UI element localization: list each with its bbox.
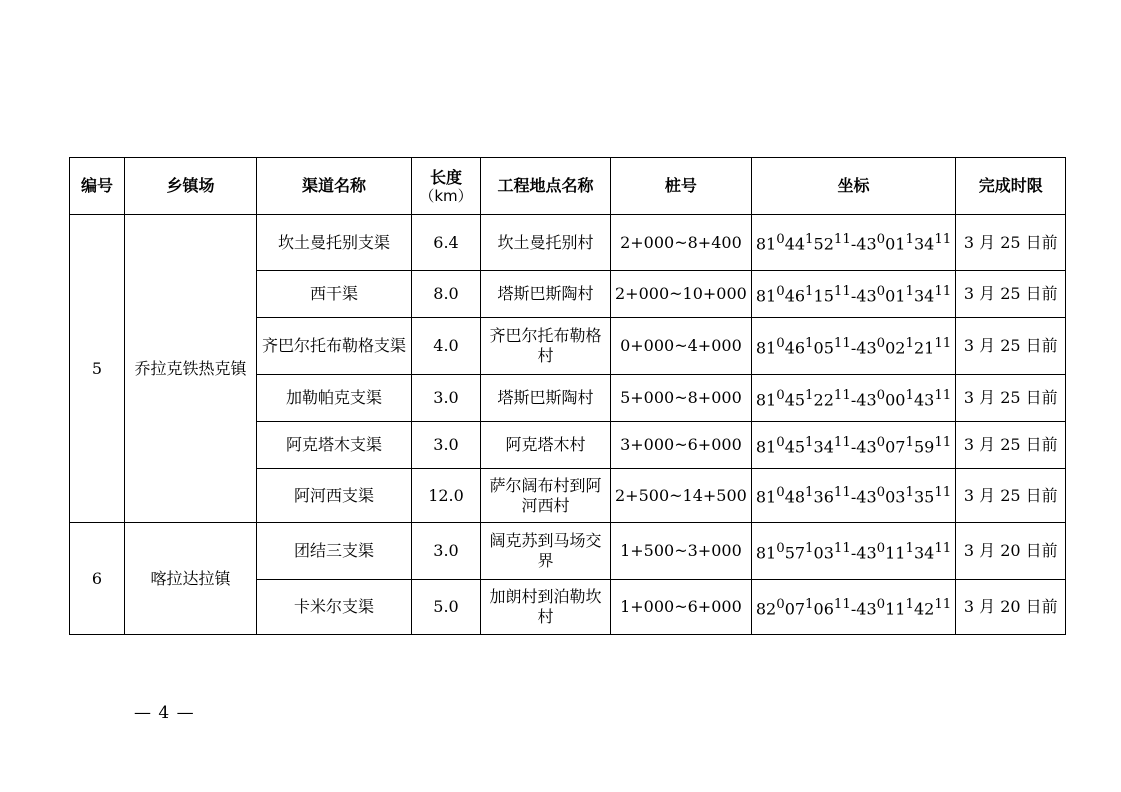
canal-length: 12.0: [412, 469, 481, 523]
coordinate-mark: 0: [776, 232, 785, 248]
coordinate-value: 43: [913, 390, 935, 410]
header-township: 乡镇场: [125, 158, 257, 215]
coordinate-mark: 11: [833, 387, 851, 403]
coordinate-value: 43: [856, 543, 877, 563]
coordinate-mark: 0: [776, 485, 785, 501]
canal-length: 4.0: [412, 318, 481, 375]
coordinate-mark: 0: [776, 596, 785, 612]
coordinate-value: 03: [813, 543, 834, 563]
coordinate-value: 11: [885, 543, 906, 563]
coordinate-mark: 11: [833, 485, 851, 501]
page-number: — 4 —: [134, 703, 195, 723]
stake-range: 0+000~4+000: [611, 318, 752, 375]
coordinate-value: 05: [813, 338, 834, 358]
township-name: 喀拉达拉镇: [125, 523, 257, 635]
coordinate-separator: -: [850, 390, 857, 410]
coordinate-value: 43: [856, 390, 877, 410]
coordinate-mark: 0: [776, 335, 785, 351]
coordinates: [751, 469, 955, 523]
coordinate-value: 81: [755, 543, 777, 563]
coordinate-mark: 1: [905, 485, 914, 501]
coordinate-mark: 1: [805, 283, 814, 299]
coordinate-value: 36: [813, 487, 834, 507]
coordinate-value: 34: [913, 234, 935, 254]
canal-name: 阿河西支渠: [257, 469, 412, 523]
deadline: 3 月 25 日前: [956, 215, 1066, 271]
site-name: 阔克苏到马场交界: [481, 523, 611, 580]
deadline: 3 月 25 日前: [956, 318, 1066, 375]
coordinate-mark: 0: [876, 232, 886, 248]
deadline: 3 月 25 日前: [956, 469, 1066, 523]
coordinate-value: 43: [856, 338, 877, 358]
canal-length: 3.0: [412, 523, 481, 580]
stake-range: 2+000~8+400: [611, 215, 752, 271]
header-coordinates: 坐标: [751, 158, 955, 215]
coordinate-value: 82: [755, 599, 777, 619]
coordinate-separator: -: [850, 599, 857, 619]
canal-name: 阿克塔木支渠: [257, 422, 412, 469]
coordinate-mark: 11: [833, 596, 851, 612]
coordinate-value: 48: [784, 487, 806, 507]
coordinate-value: 34: [913, 543, 935, 563]
coordinate-mark: 1: [805, 335, 814, 351]
coordinate-mark: 11: [833, 335, 851, 351]
coordinate-mark: 1: [905, 596, 914, 612]
coordinate-value: 46: [784, 338, 806, 358]
coordinate-value: 07: [885, 437, 906, 457]
deadline: 3 月 25 日前: [956, 422, 1066, 469]
coordinate-value: 15: [813, 286, 834, 306]
coordinate-mark: 11: [934, 485, 952, 501]
coordinates: [751, 271, 955, 318]
group-number: 6: [70, 523, 125, 635]
canal-name: 卡米尔支渠: [257, 580, 412, 635]
canal-length: 3.0: [412, 422, 481, 469]
coordinate-value: 46: [784, 286, 806, 306]
coordinate-separator: -: [850, 234, 857, 254]
canal-length: 6.4: [412, 215, 481, 271]
coordinate-value: 21: [913, 338, 935, 358]
coordinate-value: 01: [885, 234, 906, 254]
coordinate-value: 43: [856, 599, 877, 619]
canal-length: 8.0: [412, 271, 481, 318]
coordinate-mark: 11: [934, 387, 952, 403]
coordinate-mark: 1: [905, 434, 914, 450]
coordinate-value: 43: [856, 437, 877, 457]
coordinate-value: 43: [856, 286, 877, 306]
coordinate-value: 81: [755, 234, 777, 254]
coordinates: [751, 318, 955, 375]
coordinate-mark: 1: [805, 596, 814, 612]
coordinate-value: 81: [755, 390, 777, 410]
site-name: 齐巴尔托布勒格村: [481, 318, 611, 375]
coordinate-value: 00: [885, 390, 906, 410]
coordinate-value: 81: [755, 487, 777, 507]
coordinate-mark: 11: [833, 283, 851, 299]
coordinate-mark: 11: [833, 434, 851, 450]
coordinate-mark: 11: [833, 232, 851, 248]
header-deadline: 完成时限: [956, 158, 1066, 215]
coordinate-mark: 1: [805, 387, 814, 403]
stake-range: 1+500~3+000: [611, 523, 752, 580]
coordinate-mark: 11: [934, 540, 952, 556]
coordinate-value: 34: [813, 437, 834, 457]
coordinate-mark: 11: [934, 232, 952, 248]
deadline: 3 月 25 日前: [956, 375, 1066, 422]
coordinate-mark: 1: [905, 540, 914, 556]
canal-table: [69, 157, 1066, 635]
header-length: [412, 158, 481, 215]
coordinate-mark: 11: [934, 596, 952, 612]
coordinate-value: 44: [784, 234, 806, 254]
stake-range: 3+000~6+000: [611, 422, 752, 469]
coordinate-value: 01: [885, 286, 906, 306]
coordinate-separator: -: [850, 437, 857, 457]
coordinate-value: 02: [885, 338, 906, 358]
table-row: [70, 523, 1066, 580]
table-row: [70, 215, 1066, 271]
coordinate-mark: 1: [905, 387, 914, 403]
coordinates: [751, 375, 955, 422]
coordinate-mark: 1: [905, 335, 914, 351]
coordinate-mark: 0: [776, 387, 785, 403]
coordinate-mark: 0: [876, 596, 886, 612]
township-name: 乔拉克铁热克镇: [125, 215, 257, 523]
coordinate-mark: 1: [905, 232, 914, 248]
coordinate-value: 81: [755, 437, 777, 457]
group-number: 5: [70, 215, 125, 523]
coordinate-mark: 0: [876, 434, 886, 450]
coordinates: [751, 422, 955, 469]
canal-name: 加勒帕克支渠: [257, 375, 412, 422]
canal-name: 齐巴尔托布勒格支渠: [257, 318, 412, 375]
coordinate-value: 59: [913, 437, 935, 457]
coordinate-mark: 0: [876, 335, 886, 351]
header-length-unit: （km）: [419, 186, 473, 205]
coordinate-mark: 1: [805, 540, 814, 556]
coordinates: [751, 215, 955, 271]
coordinate-mark: 11: [934, 335, 952, 351]
coordinate-value: 43: [856, 234, 877, 254]
coordinate-mark: 0: [776, 283, 785, 299]
site-name: 阿克塔木村: [481, 422, 611, 469]
coordinate-value: 81: [755, 286, 777, 306]
coordinate-mark: 0: [876, 387, 886, 403]
coordinate-value: 42: [913, 599, 935, 619]
header-length-label: 长度: [429, 167, 462, 187]
header-number: 编号: [70, 158, 125, 215]
coordinate-value: 45: [784, 390, 806, 410]
canal-name: 坎土曼托别支渠: [257, 215, 412, 271]
coordinate-separator: -: [850, 543, 857, 563]
stake-range: 2+500~14+500: [611, 469, 752, 523]
coordinate-value: 57: [784, 543, 806, 563]
coordinate-value: 22: [813, 390, 834, 410]
coordinate-mark: 11: [934, 434, 952, 450]
table-body: [70, 215, 1066, 635]
deadline: 3 月 20 日前: [956, 580, 1066, 635]
canal-length: 5.0: [412, 580, 481, 635]
coordinate-mark: 1: [805, 485, 814, 501]
coordinate-value: 35: [913, 487, 935, 507]
coordinate-mark: 0: [876, 283, 886, 299]
canal-name: 西干渠: [257, 271, 412, 318]
site-name: 塔斯巴斯陶村: [481, 375, 611, 422]
coordinate-mark: 11: [934, 283, 952, 299]
stake-range: 2+000~10+000: [611, 271, 752, 318]
header-canal-name: 渠道名称: [257, 158, 412, 215]
coordinate-separator: -: [850, 286, 857, 306]
coordinate-separator: -: [850, 338, 857, 358]
coordinate-value: 52: [813, 234, 834, 254]
canal-name: 团结三支渠: [257, 523, 412, 580]
site-name: 坎土曼托别村: [481, 215, 611, 271]
stake-range: 1+000~6+000: [611, 580, 752, 635]
canal-length: 3.0: [412, 375, 481, 422]
coordinate-value: 81: [755, 338, 777, 358]
coordinate-value: 07: [784, 599, 806, 619]
site-name: 加朗村到泊勒坎村: [481, 580, 611, 635]
coordinate-value: 43: [856, 487, 877, 507]
deadline: 3 月 25 日前: [956, 271, 1066, 318]
coordinates: [751, 523, 955, 580]
site-name: 塔斯巴斯陶村: [481, 271, 611, 318]
coordinate-mark: 0: [776, 434, 785, 450]
coordinate-value: 11: [885, 599, 906, 619]
coordinate-mark: 1: [805, 232, 814, 248]
coordinates: [751, 580, 955, 635]
header-stake: 桩号: [611, 158, 752, 215]
coordinate-value: 03: [885, 487, 906, 507]
coordinate-value: 45: [784, 437, 806, 457]
coordinate-separator: -: [850, 487, 857, 507]
deadline: 3 月 20 日前: [956, 523, 1066, 580]
coordinate-mark: 0: [776, 540, 785, 556]
header-row: [70, 158, 1066, 215]
header-site-name: 工程地点名称: [481, 158, 611, 215]
coordinate-mark: 11: [833, 540, 851, 556]
coordinate-mark: 0: [876, 485, 886, 501]
coordinate-mark: 1: [905, 283, 914, 299]
coordinate-mark: 0: [876, 540, 886, 556]
site-name: 萨尔阔布村到阿河西村: [481, 469, 611, 523]
stake-range: 5+000~8+000: [611, 375, 752, 422]
coordinate-mark: 1: [805, 434, 814, 450]
coordinate-value: 06: [813, 599, 834, 619]
coordinate-value: 34: [913, 286, 935, 306]
